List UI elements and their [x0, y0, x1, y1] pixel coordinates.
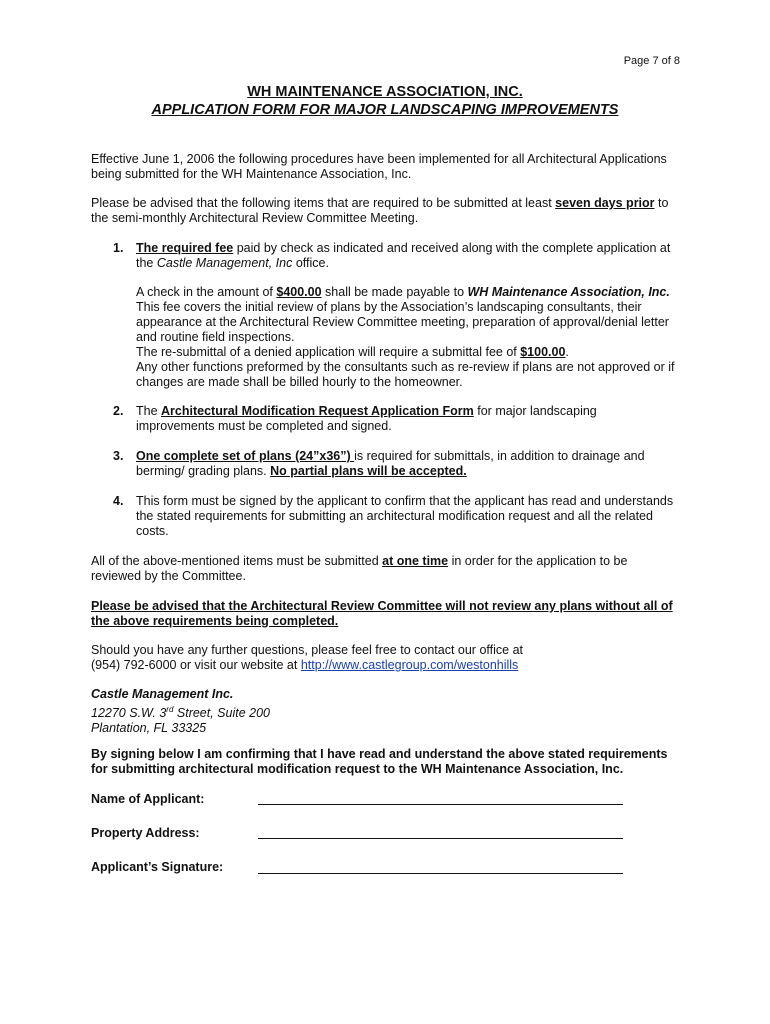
confirmation-statement: By signing below I am confirming that I have read and understand the above stated requirements for submitting architectural modification request to the WH Maintenance Association, Inc.: [91, 747, 668, 776]
item-number: 4.: [113, 494, 124, 508]
item-number: 1.: [113, 241, 124, 255]
mailing-address: Castle Management Inc. 12270 S.W. 3rd Street, Suite 200 Plantation, FL 33325: [91, 687, 691, 736]
intro-line: being submitted for the WH Maintenance Association, Inc.: [91, 167, 412, 181]
company-name: Castle Management Inc.: [91, 687, 234, 701]
all-items-paragraph: All of the above-mentioned items must be submitted at one time in order for the application to be reviewed by the Committee.: [91, 554, 628, 583]
signature-field[interactable]: [258, 873, 623, 874]
document-title: WH MAINTENANCE ASSOCIATION, INC.: [247, 84, 523, 100]
item-3: One complete set of plans (24”x36”) is required for submittals, in addition to drainage and berming/ grading plans. No partial plans will be accepted.: [136, 449, 645, 478]
document-subtitle: APPLICATION FORM FOR MAJOR LANDSCAPING IMPROVEMENTS: [151, 102, 619, 118]
item-1: The required fee paid by check as indicated and received along with the complete application at the Castle Management, Inc office.: [136, 241, 671, 270]
item-number: 2.: [113, 404, 124, 418]
intro-paragraph: [91, 152, 691, 182]
contact-paragraph: Should you have any further questions, please feel free to contact our office at (954) 792-6000 or visit our website at http://www.castlegroup.com/westonhills: [91, 643, 523, 672]
name-of-applicant-field[interactable]: [258, 804, 623, 805]
warning-paragraph: Please be advised that the Architectural Review Committee will not review any plans without all of the above requirements being completed.: [91, 599, 673, 628]
advise-paragraph: Please be advised that the following items that are required to be submitted at least seven days prior to the semi-monthly Architectural Review Committee Meeting.: [91, 196, 669, 225]
item-4: This form must be signed by the applicant to confirm that the applicant has read and understands the stated requirements for submitting an architectural modification request and all the related costs.: [136, 494, 674, 538]
intro-line: Effective June 1, 2006 the following procedures have been implemented for all Architectural Applications: [91, 152, 667, 166]
name-label: Name of Applicant:: [91, 792, 205, 806]
item-2: The Architectural Modification Request Application Form for major landscaping improvements must be completed and signed.: [136, 404, 597, 433]
signature-label: Applicant’s Signature:: [91, 860, 224, 874]
item-1-fee-details: A check in the amount of $400.00 shall be made payable to WH Maintenance Association, Inc. This fee covers the initial review of plans by the Association’s landscaping consultants, their appearance at the Architectural Review Committee meeting, preparation of approval/denial letter and routine field inspections. The re-submittal of a denied application will require a submittal fee of $100.00. Any other functions preformed by the consultants such as re-review if plans are not approved or if changes are made shall be billed hourly to the homeowner.: [136, 285, 675, 389]
seven-days-prior: seven days prior: [555, 196, 655, 210]
item-number: 3.: [113, 449, 124, 463]
property-address-label: Property Address:: [91, 826, 200, 840]
website-link[interactable]: http://www.castlegroup.com/westonhills: [300, 658, 519, 672]
page-number: Page 7 of 8: [623, 55, 680, 67]
property-address-field[interactable]: [258, 838, 623, 839]
